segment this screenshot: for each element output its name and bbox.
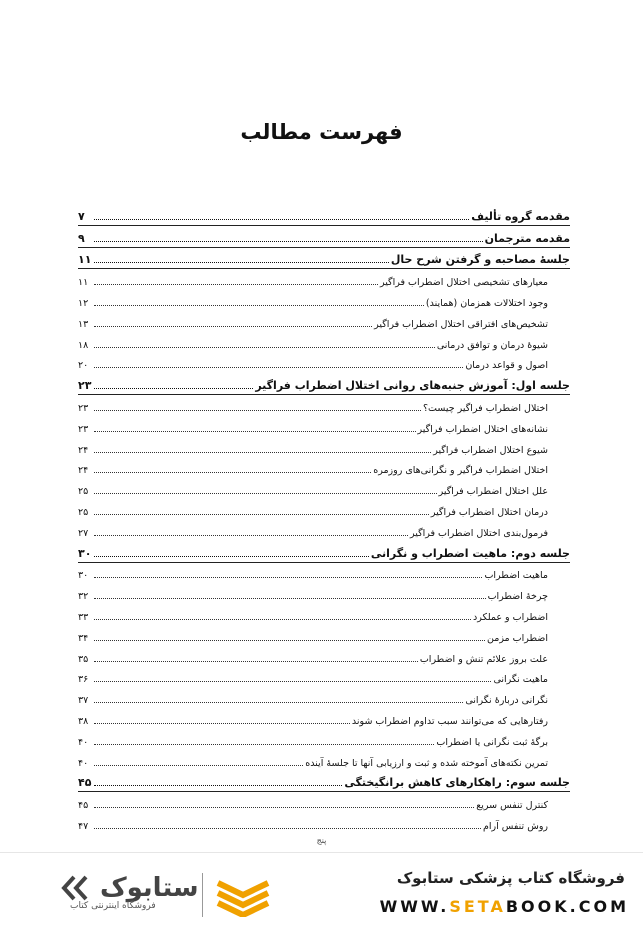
toc-page-number: ۳۵ — [78, 653, 89, 665]
book-stack-icon — [214, 875, 272, 917]
toc-leader-dots — [94, 347, 435, 348]
toc-page-number: ۲۳ — [78, 423, 89, 435]
toc-entry-row[interactable] — [78, 813, 570, 834]
toc-leader-dots — [94, 785, 342, 786]
toc-leader-dots — [94, 514, 429, 515]
store-title: فروشگاه کتاب پزشکی ستابوک — [396, 869, 625, 887]
toc-page-number: ۳۰ — [78, 546, 92, 560]
toc-leader-dots — [94, 305, 424, 306]
toc-section-row[interactable] — [78, 204, 570, 226]
store-logo[interactable] — [30, 873, 260, 917]
toc-page-number: ۱۳ — [78, 318, 89, 330]
toc-page-number: ۴۵ — [78, 800, 89, 812]
toc-page-number: ۲۴ — [78, 444, 89, 456]
toc-label: روش تنفس آرام — [483, 820, 548, 832]
page-title: فهرست مطالب — [240, 120, 403, 144]
toc-label: جلسه دوم: ماهیت اضطراب و نگرانی — [370, 546, 570, 560]
toc-leader-dots — [94, 556, 369, 557]
toc-page-number: ۲۵ — [78, 506, 89, 518]
toc-entry-row[interactable] — [78, 458, 570, 479]
store-footer — [0, 852, 643, 927]
toc-page-number: ۳۳ — [78, 611, 89, 623]
toc-entry-row[interactable] — [78, 437, 570, 458]
toc-entry-row[interactable] — [78, 520, 570, 541]
toc-entry-row[interactable] — [78, 478, 570, 499]
toc-label: شیوهٔ درمان و توافق درمانی — [436, 339, 548, 351]
chevron-arrows-icon — [60, 875, 100, 901]
toc-leader-dots — [94, 765, 303, 766]
toc-leader-dots — [94, 598, 486, 599]
toc-page-number: ۳۴ — [78, 632, 89, 644]
toc-label: برگهٔ ثبت نگرانی یا اضطراب — [436, 736, 548, 748]
toc-label: مقدمه گروه تألیف — [471, 209, 570, 223]
toc-entry-row[interactable] — [78, 563, 570, 584]
toc-leader-dots — [94, 702, 463, 703]
toc-page-number: ۴۷ — [78, 820, 89, 832]
toc-section-row[interactable] — [78, 541, 570, 563]
toc-entry-row[interactable] — [78, 625, 570, 646]
toc-entry-row[interactable] — [78, 792, 570, 813]
toc-label: رفتارهایی که می‌توانند سبب تداوم اضطراب شوند — [351, 715, 548, 727]
toc-label: اصول و قواعد درمان — [465, 360, 548, 372]
toc-leader-dots — [94, 493, 437, 494]
toc-label: مقدمه مترجمان — [484, 231, 570, 245]
toc-leader-dots — [94, 744, 434, 745]
toc-leader-dots — [94, 219, 469, 220]
toc-entry-row[interactable] — [78, 750, 570, 771]
toc-section-row[interactable] — [78, 226, 570, 248]
toc-page-number: ۲۷ — [78, 527, 89, 539]
toc-label: ماهیت نگرانی — [493, 674, 548, 686]
url-accent: SETA — [449, 897, 506, 916]
toc-label: اضطراب و عملکرد — [473, 611, 548, 623]
toc-entry-row[interactable] — [78, 604, 570, 625]
toc-leader-dots — [94, 472, 371, 473]
toc-label: وجود اختلالات همزمان (همایند) — [425, 297, 548, 309]
toc-leader-dots — [94, 640, 485, 641]
toc-label: اختلال اضطراب فراگیر و نگرانی‌های روزمره — [373, 465, 548, 477]
toc-leader-dots — [94, 262, 389, 263]
url-suffix: BOOK.COM — [505, 897, 629, 916]
toc-label: جلسهٔ مصاحبه و گرفتن شرح حال — [390, 253, 570, 267]
toc-entry-row[interactable] — [78, 687, 570, 708]
toc-page-number: ۲۳ — [78, 379, 92, 393]
toc-page-number: ۳۲ — [78, 591, 89, 603]
toc-leader-dots — [94, 661, 418, 662]
toc-section-row[interactable] — [78, 248, 570, 270]
toc-entry-row[interactable] — [78, 729, 570, 750]
toc-page-number: ۹ — [78, 231, 85, 245]
toc-page-number: ۲۵ — [78, 486, 89, 498]
toc-page-number: ۱۲ — [78, 297, 89, 309]
toc-leader-dots — [94, 535, 408, 536]
toc-leader-dots — [94, 723, 350, 724]
toc-label: شیوع اختلال اضطراب فراگیر — [433, 444, 548, 456]
toc-page-number: ۴۰ — [78, 736, 89, 748]
toc-page-number: ۴۰ — [78, 757, 89, 769]
toc-page-number: ۴۵ — [78, 776, 92, 790]
toc-label: جلسه سوم: راهکارهای کاهش برانگیختگی — [344, 776, 570, 790]
toc-leader-dots — [94, 326, 372, 327]
toc-page-number: ۱۸ — [78, 339, 89, 351]
toc-label: کنترل تنفس سریع — [476, 800, 548, 812]
toc-entry-row[interactable] — [78, 667, 570, 688]
toc-label: فرمول‌بندی اختلال اضطراب فراگیر — [409, 527, 548, 539]
toc-label: علت بروز علائم تنش و اضطراب — [419, 653, 548, 665]
toc-leader-dots — [94, 284, 378, 285]
toc-entry-row[interactable] — [78, 416, 570, 437]
toc-label: معیارهای تشخیصی اختلال اضطراب فراگیر — [379, 277, 548, 289]
toc-page-number: ۳۶ — [78, 674, 89, 686]
store-url[interactable] — [380, 897, 629, 916]
toc-label: چرخهٔ اضطراب — [487, 591, 548, 603]
logo-divider — [202, 873, 203, 917]
toc-page-number: ۳۷ — [78, 695, 89, 707]
logo-subtitle: فروشگاه اینترنتی کتاب — [70, 901, 156, 911]
toc-label: تشخیص‌های افتراقی اختلال اضطراب فراگیر — [374, 318, 548, 330]
toc-page-number: ۱۱ — [78, 253, 92, 267]
toc-label: جلسه اول: آموزش جنبه‌های روانی اختلال اضطراب فراگیر — [255, 379, 570, 393]
toc-label: اضطراب مزمن — [487, 632, 548, 644]
toc-leader-dots — [94, 577, 482, 578]
toc-leader-dots — [94, 452, 431, 453]
toc-page-number: ۲۰ — [78, 360, 89, 372]
toc-entry-row[interactable] — [78, 353, 570, 374]
toc-label: ماهیت اضطراب — [484, 570, 548, 582]
toc-entry-row[interactable] — [78, 332, 570, 353]
toc-entry-row[interactable] — [78, 708, 570, 729]
logo-wordmark: ستابوک — [100, 873, 199, 903]
toc-leader-dots — [94, 367, 463, 368]
toc-page-number: ۷ — [78, 209, 85, 223]
table-of-contents — [78, 204, 570, 834]
toc-label: نگرانی دربارهٔ نگرانی — [465, 695, 548, 707]
toc-leader-dots — [94, 410, 421, 411]
toc-entry-row[interactable] — [78, 311, 570, 332]
toc-entry-row[interactable] — [78, 583, 570, 604]
toc-page-number: ۳۸ — [78, 715, 89, 727]
toc-leader-dots — [94, 241, 483, 242]
toc-section-row[interactable] — [78, 771, 570, 793]
url-prefix: WWW. — [379, 897, 450, 916]
toc-page-number: ۲۳ — [78, 402, 89, 414]
toc-page-number: ۱۱ — [78, 277, 89, 289]
toc-label: درمان اختلال اضطراب فراگیر — [430, 506, 548, 518]
toc-entry-row[interactable] — [78, 290, 570, 311]
toc-page-number: ۳۰ — [78, 570, 89, 582]
page-number: پنج — [316, 836, 327, 845]
toc-entry-row[interactable] — [78, 499, 570, 520]
toc-section-row[interactable] — [78, 373, 570, 395]
toc-leader-dots — [94, 807, 474, 808]
toc-entry-row[interactable] — [78, 646, 570, 667]
toc-leader-dots — [94, 681, 491, 682]
toc-leader-dots — [94, 619, 471, 620]
toc-page-number: ۲۴ — [78, 465, 89, 477]
toc-leader-dots — [94, 828, 481, 829]
toc-leader-dots — [94, 388, 253, 389]
toc-label: علل اختلال اضطراب فراگیر — [438, 486, 548, 498]
toc-entry-row[interactable] — [78, 395, 570, 416]
toc-entry-row[interactable] — [78, 269, 570, 290]
toc-label: نشانه‌های اختلال اضطراب فراگیر — [417, 423, 548, 435]
toc-label: اختلال اضطراب فراگیر چیست؟ — [423, 402, 548, 414]
toc-label: تمرین نکته‌های آموخته شده و ثبت و ارزیابی آنها تا جلسهٔ آینده — [305, 757, 548, 769]
toc-leader-dots — [94, 431, 416, 432]
